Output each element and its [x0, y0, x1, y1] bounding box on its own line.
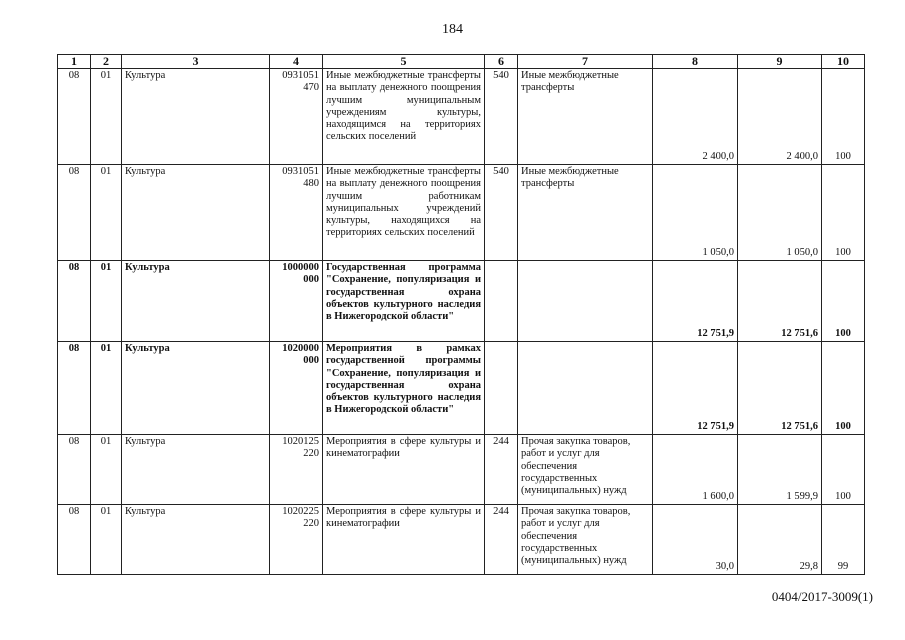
cell-subsection: 01: [91, 342, 122, 435]
cell-name: Культура: [122, 165, 270, 261]
cell-percent: 100: [822, 69, 865, 165]
cell-expense-type: 244: [485, 435, 518, 505]
page-number: 184: [442, 22, 463, 37]
cell-section: 08: [58, 165, 91, 261]
cell-planned: 12 751,9: [653, 261, 738, 342]
cell-planned: 30,0: [653, 505, 738, 575]
cell-section: 08: [58, 342, 91, 435]
cell-subsection: 01: [91, 69, 122, 165]
col-header-8: 8: [653, 55, 738, 69]
cell-target-code: 0931051 480: [270, 165, 323, 261]
col-header-7: 7: [518, 55, 653, 69]
cell-target-code: 1020225 220: [270, 505, 323, 575]
cell-description: Мероприятия в сфере культуры и кинематографии: [323, 435, 485, 505]
cell-expense-type: [485, 261, 518, 342]
cell-expense-type: 540: [485, 69, 518, 165]
cell-name: Культура: [122, 342, 270, 435]
cell-section: 08: [58, 435, 91, 505]
col-header-1: 1: [58, 55, 91, 69]
cell-expense-type: 540: [485, 165, 518, 261]
cell-subsection: 01: [91, 261, 122, 342]
table-row: [58, 165, 865, 261]
cell-percent: 100: [822, 435, 865, 505]
table-row: [58, 435, 865, 505]
cell-percent: 100: [822, 165, 865, 261]
col-header-9: 9: [738, 55, 822, 69]
cell-percent: 100: [822, 342, 865, 435]
col-header-4: 4: [270, 55, 323, 69]
cell-planned: 1 600,0: [653, 435, 738, 505]
col-header-10: 10: [822, 55, 865, 69]
cell-description: Иные межбюджетные трансферты на выплату денежного поощрения лучшим муниципальным учреждениям культуры, находящимся на территориях сельских поселений: [323, 69, 485, 165]
cell-target-code: 1020000 000: [270, 342, 323, 435]
cell-description: Иные межбюджетные трансферты на выплату денежного поощрения лучшим работникам муниципальных учреждений культуры, находящихся на территориях сельских поселений: [323, 165, 485, 261]
table-row: [58, 69, 865, 165]
cell-expense-type: 244: [485, 505, 518, 575]
cell-expense-name: Прочая закупка товаров, работ и услуг для обеспечения государственных (муниципальных) нужд: [518, 505, 653, 575]
col-header-5: 5: [323, 55, 485, 69]
cell-target-code: 0931051 470: [270, 69, 323, 165]
cell-planned: 12 751,9: [653, 342, 738, 435]
cell-expense-name: [518, 342, 653, 435]
cell-description: Мероприятия в рамках государственной программы "Сохранение, популяризация и государственная охрана объектов культурного наследия в Нижегородской области": [323, 342, 485, 435]
cell-executed: 12 751,6: [738, 261, 822, 342]
cell-expense-name: Иные межбюджетные трансферты: [518, 69, 653, 165]
cell-percent: 100: [822, 261, 865, 342]
table-row: [58, 261, 865, 342]
cell-expense-name: Иные межбюджетные трансферты: [518, 165, 653, 261]
cell-section: 08: [58, 261, 91, 342]
table-row: [58, 505, 865, 575]
cell-expense-name: Прочая закупка товаров, работ и услуг для обеспечения государственных (муниципальных) нужд: [518, 435, 653, 505]
cell-name: Культура: [122, 505, 270, 575]
cell-name: Культура: [122, 435, 270, 505]
cell-name: Культура: [122, 261, 270, 342]
cell-planned: 1 050,0: [653, 165, 738, 261]
cell-section: 08: [58, 69, 91, 165]
cell-expense-name: [518, 261, 653, 342]
col-header-2: 2: [91, 55, 122, 69]
cell-executed: 12 751,6: [738, 342, 822, 435]
table-row: [58, 342, 865, 435]
cell-executed: 29,8: [738, 505, 822, 575]
budget-table: [57, 54, 865, 575]
col-header-3: 3: [122, 55, 270, 69]
cell-target-code: 1000000 000: [270, 261, 323, 342]
header-row: [58, 55, 865, 69]
cell-description: Мероприятия в сфере культуры и кинематографии: [323, 505, 485, 575]
document-code: 0404/2017-3009(1): [771, 589, 873, 604]
cell-name: Культура: [122, 69, 270, 165]
cell-target-code: 1020125 220: [270, 435, 323, 505]
cell-planned: 2 400,0: [653, 69, 738, 165]
cell-percent: 99: [822, 505, 865, 575]
cell-description: Государственная программа "Сохранение, популяризация и государственная охрана объектов культурного наследия в Нижегородской области": [323, 261, 485, 342]
cell-subsection: 01: [91, 165, 122, 261]
cell-subsection: 01: [91, 435, 122, 505]
col-header-6: 6: [485, 55, 518, 69]
cell-section: 08: [58, 505, 91, 575]
cell-subsection: 01: [91, 505, 122, 575]
cell-executed: 1 599,9: [738, 435, 822, 505]
cell-expense-type: [485, 342, 518, 435]
cell-executed: 1 050,0: [738, 165, 822, 261]
cell-executed: 2 400,0: [738, 69, 822, 165]
